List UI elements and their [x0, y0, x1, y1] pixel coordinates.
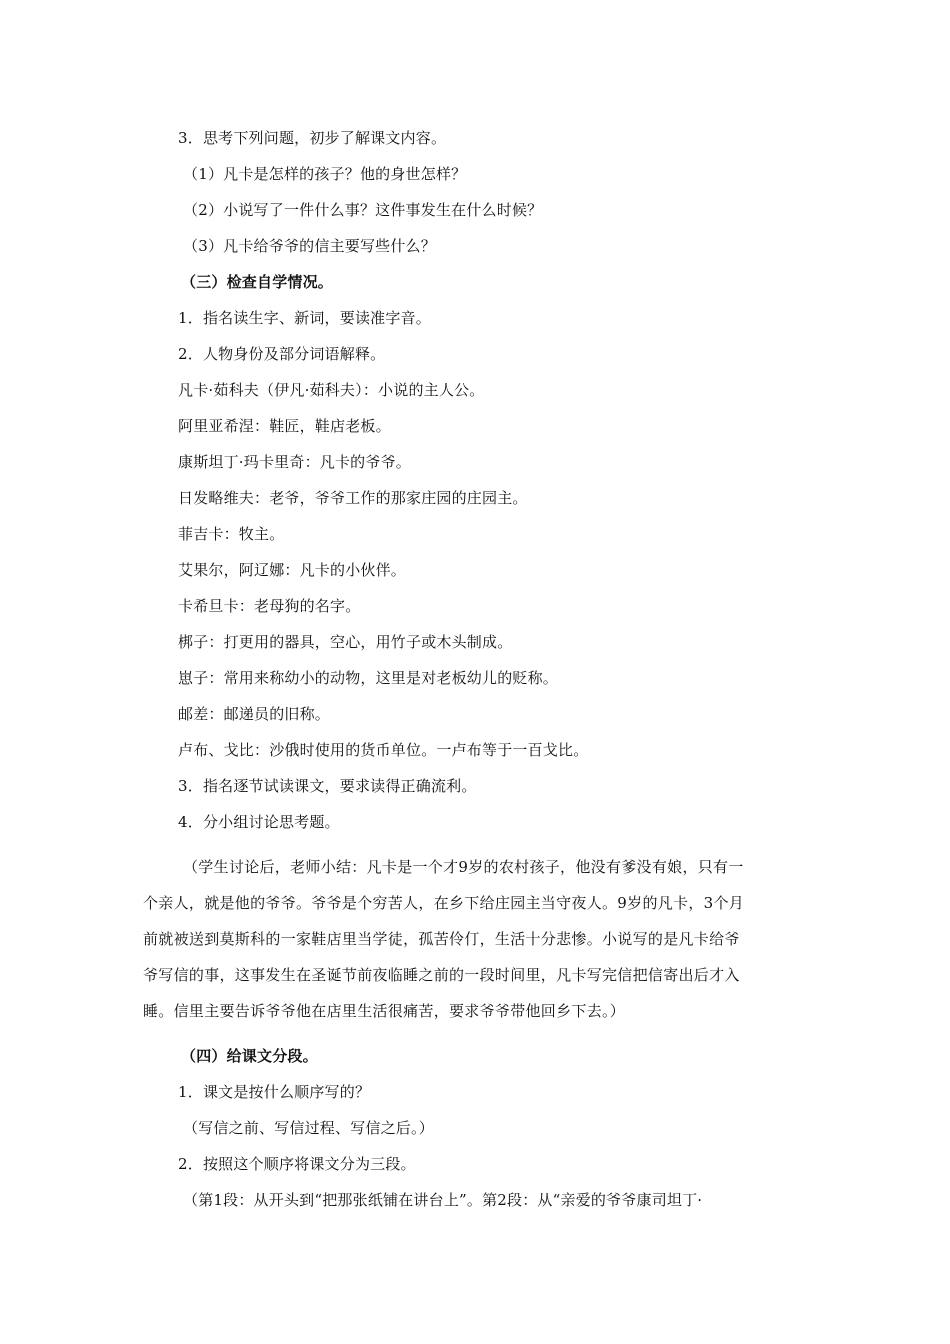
glossary-item: 凡卡·茹科夫（伊凡·茹科夫）：小说的主人公。 — [178, 381, 485, 399]
order-answer: （写信之前、写信过程、写信之后。） — [183, 1119, 434, 1137]
step-4: 4．分小组讨论思考题。 — [178, 813, 340, 831]
divide-instruction: 2．按照这个顺序将课文分为三段。 — [178, 1155, 416, 1173]
summary-line: （学生讨论后，老师小结：凡卡是一个才9岁的农村孩子，他没有爹没有娘，只有一 — [183, 858, 744, 876]
glossary-item: 康斯坦丁·玛卡里奇：凡卡的爷爷。 — [178, 453, 411, 471]
division-answer: （第1段：从开头到“把那张纸铺在讲台上”。第2段：从“亲爱的爷爷康司坦丁· — [183, 1191, 703, 1209]
glossary-item: 菲吉卡：牧主。 — [178, 525, 285, 543]
section-heading-3: （三）检查自学情况。 — [181, 273, 334, 291]
glossary-item: 梆子：打更用的器具，空心，用竹子或木头制成。 — [178, 633, 513, 651]
question-3-2: （2）小说写了一件什么事？这件事发生在什么时候？ — [183, 201, 543, 219]
summary-line: 前就被送到莫斯科的一家鞋店里当学徒，孤苦伶仃，生活十分悲惨。小说写的是凡卡给爷 — [143, 930, 740, 948]
glossary-item: 阿里亚希涅：鞋匠，鞋店老板。 — [178, 417, 391, 435]
glossary-item: 艾果尔，阿辽娜：凡卡的小伙伴。 — [178, 561, 407, 579]
glossary-item: 崽子：常用来称幼小的动物，这里是对老板幼儿的贬称。 — [178, 669, 559, 687]
step-3: 3．指名逐节试读课文，要求读得正确流利。 — [178, 777, 477, 795]
glossary-item: 卢布、戈比：沙俄时使用的货币单位。一卢布等于一百戈比。 — [178, 741, 589, 759]
question-3: 3．思考下列问题，初步了解课文内容。 — [178, 129, 447, 147]
question-3-3: （3）凡卡给爷爷的信主要写些什么？ — [183, 237, 436, 255]
glossary-item: 卡希旦卡：老母狗的名字。 — [178, 597, 361, 615]
order-question: 1．课文是按什么顺序写的？ — [178, 1083, 371, 1101]
summary-line: 睡。信里主要告诉爷爷他在店里生活很痛苦，要求爷爷带他回乡下去。） — [143, 1002, 626, 1020]
summary-line: 爷写信的事，这事发生在圣诞节前夜临睡之前的一段时间里，凡卡写完信把信寄出后才入 — [143, 966, 740, 984]
glossary-item: 日发略维夫：老爷，爷爷工作的那家庄园的庄园主。 — [178, 489, 528, 507]
teacher-summary-paragraph — [143, 849, 803, 1029]
step-2: 2．人物身份及部分词语解释。 — [178, 345, 386, 363]
step-1: 1．指名读生字、新词，要读准字音。 — [178, 309, 431, 327]
question-3-1: （1）凡卡是怎样的孩子？他的身世怎样？ — [183, 165, 467, 183]
summary-line: 个亲人，就是他的爷爷。爷爷是个穷苦人，在乡下给庄园主当守夜人。9岁的凡卡，3个月 — [143, 894, 745, 912]
section-heading-4: （四）给课文分段。 — [181, 1047, 318, 1065]
glossary-item: 邮差：邮递员的旧称。 — [178, 705, 331, 723]
